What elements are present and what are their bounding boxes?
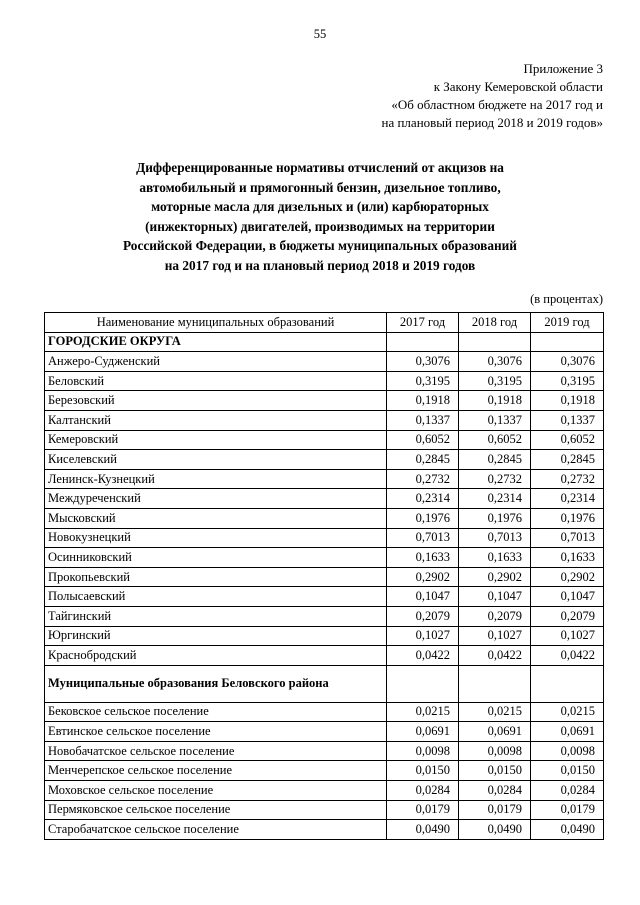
- title-line: Дифференцированные нормативы отчислений от акцизов на: [136, 160, 504, 175]
- section-row: [45, 332, 604, 352]
- value-2019: 0,1047: [531, 587, 604, 607]
- value-2018: 0,0284: [459, 781, 531, 801]
- value-2019: 0,2845: [531, 450, 604, 470]
- municipality-name: Мысковский: [45, 508, 387, 528]
- municipality-name: Прокопьевский: [45, 567, 387, 587]
- table-row: [45, 646, 604, 666]
- value-2018: 0,2732: [459, 469, 531, 489]
- table-row: [45, 741, 604, 761]
- value-2018: 0,0215: [459, 702, 531, 722]
- value-2017: 0,2314: [387, 489, 459, 509]
- title-line: моторные масла для дизельных и (или) карбюраторных: [151, 199, 489, 214]
- units-note: (в процентах): [530, 292, 603, 306]
- value-2018: 0,3076: [459, 352, 531, 372]
- header-name: Наименование муниципальных образований: [45, 313, 387, 333]
- municipality-name: Краснобродский: [45, 646, 387, 666]
- header-2019: 2019 год: [531, 313, 604, 333]
- value-2017: 0,2902: [387, 567, 459, 587]
- value-2019: 0,6052: [531, 430, 604, 450]
- value-2018: 0,1976: [459, 508, 531, 528]
- value-2018: 0,6052: [459, 430, 531, 450]
- header-2018: 2018 год: [459, 313, 531, 333]
- title-line: автомобильный и прямогонный бензин, дизельное топливо,: [139, 179, 501, 195]
- appendix-line: «Об областном бюджете на 2017 год и: [391, 97, 603, 112]
- value-2017: 0,0691: [387, 722, 459, 742]
- value-2019: 0,0150: [531, 761, 604, 781]
- value-2018: 0,0098: [459, 741, 531, 761]
- table-row: [45, 450, 604, 470]
- municipality-name: Киселевский: [45, 450, 387, 470]
- appendix-line: к Закону Кемеровской области: [433, 79, 603, 94]
- table-row: [45, 371, 604, 391]
- value-2019: 0,1976: [531, 508, 604, 528]
- value-2018: 0,0179: [459, 800, 531, 820]
- municipality-name: Пермяковское сельское поселение: [45, 800, 387, 820]
- municipality-name: Старобачатское сельское поселение: [45, 820, 387, 840]
- empty-cell: [531, 665, 604, 702]
- section-title: Муниципальные образования Беловского района: [45, 665, 387, 702]
- value-2018: 0,1918: [459, 391, 531, 411]
- appendix-note: [382, 60, 604, 132]
- value-2019: 0,1027: [531, 626, 604, 646]
- value-2018: 0,7013: [459, 528, 531, 548]
- value-2018: 0,1027: [459, 626, 531, 646]
- municipality-name: Калтанский: [45, 410, 387, 430]
- value-2018: 0,1633: [459, 548, 531, 568]
- value-2019: 0,0422: [531, 646, 604, 666]
- empty-cell: [459, 332, 531, 352]
- value-2018: 0,2845: [459, 450, 531, 470]
- value-2019: 0,2079: [531, 606, 604, 626]
- table-row: [45, 508, 604, 528]
- municipality-name: Новобачатское сельское поселение: [45, 741, 387, 761]
- municipality-name: Тайгинский: [45, 606, 387, 626]
- document-title: [60, 158, 580, 275]
- empty-cell: [387, 332, 459, 352]
- value-2018: 0,1337: [459, 410, 531, 430]
- value-2017: 0,3195: [387, 371, 459, 391]
- value-2019: 0,0284: [531, 781, 604, 801]
- table-row: [45, 548, 604, 568]
- value-2017: 0,2732: [387, 469, 459, 489]
- value-2017: 0,0179: [387, 800, 459, 820]
- value-2018: 0,0691: [459, 722, 531, 742]
- norms-table: [44, 312, 604, 840]
- value-2018: 0,2079: [459, 606, 531, 626]
- value-2017: 0,2845: [387, 450, 459, 470]
- table-row: [45, 469, 604, 489]
- table-row: [45, 606, 604, 626]
- value-2018: 0,0150: [459, 761, 531, 781]
- municipality-name: Березовский: [45, 391, 387, 411]
- value-2018: 0,1047: [459, 587, 531, 607]
- title-line: Российской Федерации, в бюджеты муниципальных образований: [123, 238, 517, 253]
- empty-cell: [459, 665, 531, 702]
- municipality-name: Беловский: [45, 371, 387, 391]
- appendix-line: на плановый период 2018 и 2019 годов»: [381, 115, 603, 130]
- value-2019: 0,0490: [531, 820, 604, 840]
- table-row: [45, 489, 604, 509]
- value-2018: 0,2902: [459, 567, 531, 587]
- value-2017: 0,1337: [387, 410, 459, 430]
- table-row: [45, 820, 604, 840]
- municipality-name: Осинниковский: [45, 548, 387, 568]
- municipality-name: Евтинское сельское поселение: [45, 722, 387, 742]
- table-row: [45, 430, 604, 450]
- value-2017: 0,1047: [387, 587, 459, 607]
- value-2017: 0,0284: [387, 781, 459, 801]
- table-row: [45, 626, 604, 646]
- municipality-name: Полысаевский: [45, 587, 387, 607]
- page-number: 55: [313, 27, 327, 41]
- value-2019: 0,2314: [531, 489, 604, 509]
- value-2017: 0,0150: [387, 761, 459, 781]
- value-2019: 0,3195: [531, 371, 604, 391]
- value-2018: 0,0490: [459, 820, 531, 840]
- value-2019: 0,0098: [531, 741, 604, 761]
- value-2017: 0,0490: [387, 820, 459, 840]
- value-2019: 0,0215: [531, 702, 604, 722]
- value-2019: 0,1633: [531, 548, 604, 568]
- municipality-name: Ленинск-Кузнецкий: [45, 469, 387, 489]
- municipality-name: Бековское сельское поселение: [45, 702, 387, 722]
- value-2017: 0,0422: [387, 646, 459, 666]
- table-row: [45, 528, 604, 548]
- table-row: [45, 587, 604, 607]
- value-2017: 0,1918: [387, 391, 459, 411]
- value-2019: 0,0691: [531, 722, 604, 742]
- value-2019: 0,2732: [531, 469, 604, 489]
- table-row: [45, 391, 604, 411]
- value-2017: 0,0098: [387, 741, 459, 761]
- table-row: [45, 781, 604, 801]
- title-line: (инжекторных) двигателей, производимых на территории: [145, 218, 495, 234]
- value-2019: 0,2902: [531, 567, 604, 587]
- municipality-name: Моховское сельское поселение: [45, 781, 387, 801]
- value-2017: 0,0215: [387, 702, 459, 722]
- value-2017: 0,6052: [387, 430, 459, 450]
- value-2019: 0,0179: [531, 800, 604, 820]
- table-row: [45, 702, 604, 722]
- value-2018: 0,2314: [459, 489, 531, 509]
- value-2017: 0,2079: [387, 606, 459, 626]
- header-2017: 2017 год: [387, 313, 459, 333]
- empty-cell: [387, 665, 459, 702]
- table-row: [45, 410, 604, 430]
- value-2019: 0,1337: [531, 410, 604, 430]
- table-row: [45, 567, 604, 587]
- value-2017: 0,1027: [387, 626, 459, 646]
- municipality-name: Кемеровский: [45, 430, 387, 450]
- value-2019: 0,1918: [531, 391, 604, 411]
- value-2019: 0,7013: [531, 528, 604, 548]
- table-row: [45, 722, 604, 742]
- municipality-name: Новокузнецкий: [45, 528, 387, 548]
- title-line: на 2017 год и на плановый период 2018 и 2019 годов: [164, 257, 476, 273]
- value-2017: 0,1633: [387, 548, 459, 568]
- appendix-line: Приложение 3: [523, 61, 603, 76]
- section-row: [45, 665, 604, 702]
- table-row: [45, 352, 604, 372]
- value-2019: 0,3076: [531, 352, 604, 372]
- empty-cell: [531, 332, 604, 352]
- value-2017: 0,7013: [387, 528, 459, 548]
- municipality-name: Менчерепское сельское поселение: [45, 761, 387, 781]
- table-row: [45, 761, 604, 781]
- municipality-name: Анжеро-Судженский: [45, 352, 387, 372]
- section-title: ГОРОДСКИЕ ОКРУГА: [45, 332, 387, 352]
- municipality-name: Междуреченский: [45, 489, 387, 509]
- municipality-name: Юргинский: [45, 626, 387, 646]
- value-2018: 0,3195: [459, 371, 531, 391]
- value-2017: 0,3076: [387, 352, 459, 372]
- value-2018: 0,0422: [459, 646, 531, 666]
- table-row: [45, 800, 604, 820]
- table-header-row: [45, 313, 604, 333]
- value-2017: 0,1976: [387, 508, 459, 528]
